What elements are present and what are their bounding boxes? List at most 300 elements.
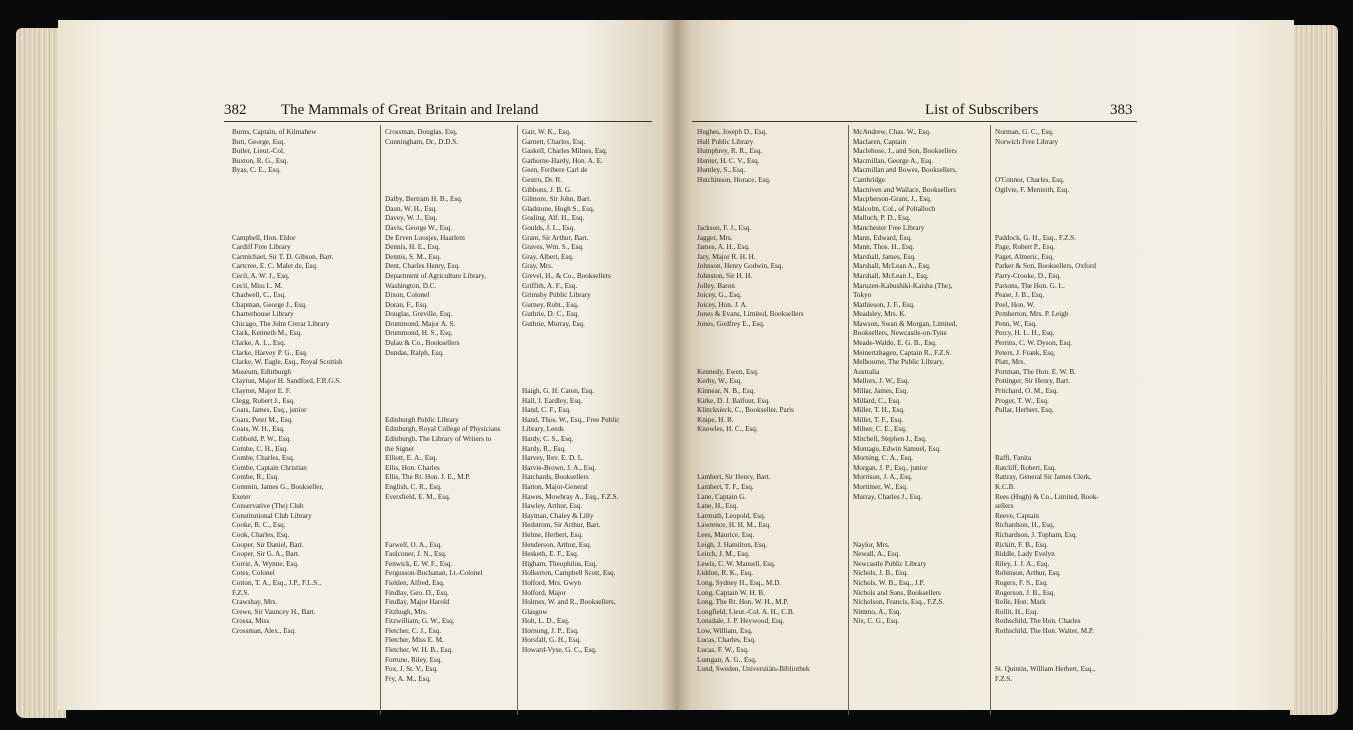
subscriber-entry: Cotton, T. A., Esq., J.P., F.L.S., xyxy=(232,578,322,587)
subscriber-entry: Lumgair, A. G., Esq. xyxy=(697,655,757,664)
subscriber-entry: Higham, Theophilus, Esq. xyxy=(522,559,598,568)
subscriber-entry: O'Connor, Charles, Esq. xyxy=(995,175,1065,184)
subscriber-entry: Riddle, Lady Evelyn xyxy=(995,550,1055,559)
subscriber-entry: Mathieson, J. F., Esq. xyxy=(853,300,915,309)
subscriber-entry: Ellis, Hon. Charles xyxy=(385,463,440,472)
left-page-number: 382 xyxy=(224,102,247,118)
subscriber-entry: Cecil, Miss L. M. xyxy=(232,281,283,290)
subscriber-entry: Cecil, A. W. J., Esq. xyxy=(232,271,290,280)
section-gap xyxy=(995,214,1135,224)
subscriber-entry: Chadwell, C., Esq. xyxy=(232,291,286,300)
subscriber-entry: Nichols, J. B., Esq. xyxy=(853,569,909,578)
section-gap xyxy=(995,205,1135,215)
subscriber-entry: Cooper, Sir G. A., Bart. xyxy=(232,550,300,559)
subscriber-entry: Nichols and Sons, Booksellers xyxy=(853,588,941,597)
subscriber-entry: Fletcher, Miss E. M. xyxy=(385,636,444,645)
subscriber-entry: Morrison, J. A., Esq. xyxy=(853,473,913,482)
section-gap xyxy=(232,176,376,186)
subscriber-entry: Holmes, W. and R., Booksellers, xyxy=(522,598,616,607)
right-header-rule xyxy=(692,121,1137,122)
subscriber-entry: Johnson, Henry Godwin, Esq. xyxy=(697,262,784,271)
subscriber-entry: Hatton, Major-General xyxy=(522,482,588,491)
subscriber-entry: Cooke, R. C., Esq. xyxy=(232,521,286,530)
section-gap xyxy=(995,636,1135,646)
subscriber-entry: Pullar, Herbert, Esq. xyxy=(995,406,1054,415)
subscriber-entry: Hull Public Library xyxy=(697,137,754,146)
subscriber-entry: St. Quintin, William Herbert, Esq., xyxy=(995,665,1095,674)
subscriber-entry: Graves, Wm. S., Esq. xyxy=(522,243,584,252)
subscriber-entry: Macmillan, George A., Esq. xyxy=(853,156,934,165)
subscriber-entry: Percy, H. L. H., Esq. xyxy=(995,329,1055,338)
subscriber-entry: Garnett, Charles, Esq. xyxy=(522,137,586,146)
subscriber-entry: Haigh, G. H. Caton, Esq. xyxy=(522,387,595,396)
subscriber-entry: Fitzwilliam, G. W., Esq. xyxy=(385,617,455,626)
subscriber-entry: Millard, C., Esq. xyxy=(853,396,901,405)
subscriber-entry: Holford, Mrs. Gwyn xyxy=(522,578,582,587)
subscriber-entry: Fox, J. St. V., Esq. xyxy=(385,665,438,674)
subscriber-entry: McAndrew, Chas. W., Esq. xyxy=(853,128,931,136)
subscriber-entry: Department of Agriculture Library, xyxy=(385,271,486,280)
subscriber-entry: Gosling, Alf. H., Esq. xyxy=(522,214,585,223)
section-gap xyxy=(385,397,515,407)
subscriber-entry: Pritchard, O. M., Esq. xyxy=(995,387,1059,396)
left-column-divider-1 xyxy=(380,125,381,715)
subscriber-entry: Findlay, Geo. D., Esq. xyxy=(385,588,449,597)
subscriber-entry: Parry-Crooke, D., Esq. xyxy=(995,271,1061,280)
subscriber-entry: Murray, Charles J., Esq. xyxy=(853,492,923,501)
subscriber-entry: Coats, Peter M., Esq. xyxy=(232,415,293,424)
subscriber-entry: Dalby, Bertram H. B., Esq. xyxy=(385,195,463,204)
subscriber-entry: Miller, T. H., Esq. xyxy=(853,406,905,415)
section-gap xyxy=(385,186,515,196)
subscriber-entry: Hall, J. Eardley, Esq. xyxy=(522,396,583,405)
section-gap xyxy=(995,195,1135,205)
subscriber-entry: Conservative (The) Club xyxy=(232,502,304,511)
subscriber-entry: Crossman, Alex., Esq. xyxy=(232,626,296,635)
subscriber-entry: Liddon, R. K., Esq. xyxy=(697,569,753,578)
subscriber-entry: Hawes, Mowbray A., Esq., F.Z.S. xyxy=(522,492,619,501)
subscriber-entry: Ratcliff, Robert, Esq. xyxy=(995,463,1057,472)
subscriber-entry: Hornung, J. P., Esq. xyxy=(522,626,579,635)
subscriber-entry: English, C. R., Esq. xyxy=(385,482,442,491)
subscriber-entry: Gray, Mrs. xyxy=(522,262,553,271)
subscriber-entry: Maruzen-Kabushiki-Kaisha (The), xyxy=(853,281,953,290)
subscriber-entry: Clegg, Robert J., Esq. xyxy=(232,396,295,405)
subscriber-entry: Johnston, Sir H. H. xyxy=(697,271,753,280)
right-page-edges xyxy=(1290,25,1338,715)
subscriber-entry: Humphrey, R. R., Esq. xyxy=(697,147,763,156)
section-gap xyxy=(522,368,657,378)
subscriber-entry: Washington, D.C. xyxy=(385,281,437,290)
subscriber-entry: Lonsdale, J. P. Heywood, Esq. xyxy=(697,617,785,626)
subscriber-entry: Rothschild, The Hon. Charles xyxy=(995,617,1081,626)
subscriber-entry: Millet, T. F., Esq. xyxy=(853,415,903,424)
subscriber-entry: Dent, Charles Henry, Esq. xyxy=(385,262,460,271)
section-gap xyxy=(697,205,845,215)
subscriber-entry: Fergusson-Buchanan, Lt.-Colonel xyxy=(385,569,483,578)
section-gap xyxy=(995,656,1135,666)
subscriber-entry: Melbourne, The Public Library, xyxy=(853,358,945,367)
section-gap xyxy=(995,157,1135,167)
left-running-head: The Mammals of Great Britain and Ireland xyxy=(281,102,539,118)
subscriber-entry: Tokyo xyxy=(853,291,872,300)
subscriber-entry: Paget, Almeric, Esq. xyxy=(995,252,1054,261)
subscriber-entry: Maclehose, J., and Son, Booksellers xyxy=(853,147,957,156)
subscriber-entry: Glasgow xyxy=(522,607,548,616)
subscriber-entry: Norman, G. C., Esq. xyxy=(995,128,1054,136)
subscriber-entry: Lees, Maurice, Esq. xyxy=(697,530,755,539)
subscriber-entry: Byas, C. E., Esq. xyxy=(232,166,281,175)
subscriber-entry: Clayton, Major E. F. xyxy=(232,387,291,396)
subscriber-entry: Australia xyxy=(853,367,880,376)
subscriber-entry: Constitutional Club Library xyxy=(232,511,312,520)
subscriber-entry: Morning, C. A., Esq. xyxy=(853,454,913,463)
section-gap xyxy=(385,147,515,157)
subscriber-entry: Grevel, H., & Co., Booksellers xyxy=(522,271,611,280)
subscriber-entry: Mortimer, W., Esq. xyxy=(853,482,908,491)
subscriber-entry: Gray, Albert, Esq. xyxy=(522,252,574,261)
section-gap xyxy=(995,445,1135,455)
subscriber-entry: Eversfield, E. M., Esq. xyxy=(385,492,451,501)
subscriber-entry: Cardiff Free Library xyxy=(232,243,291,252)
subscriber-entry: Coats, W. H., Esq. xyxy=(232,425,285,434)
subscriber-entry: Lucas, Charles, Esq. xyxy=(697,636,756,645)
right-column-1 xyxy=(697,128,845,675)
section-gap xyxy=(385,406,515,416)
subscriber-entry: Combe, C. H., Esq. xyxy=(232,444,288,453)
subscriber-entry: Exeter xyxy=(232,492,251,501)
subscriber-entry: Klincksieck, C., Bookseller, Paris xyxy=(697,406,794,415)
section-gap xyxy=(697,445,845,455)
subscriber-entry: Richardson, J. Topham, Esq. xyxy=(995,530,1078,539)
subscriber-entry: Meadsley, Mrs. K. xyxy=(853,310,907,319)
subscriber-entry: Holford, Major xyxy=(522,588,566,597)
subscriber-entry: Manchester Free Library xyxy=(853,223,925,232)
subscriber-entry: Guthrie, Murray, Esq. xyxy=(522,319,585,328)
subscriber-entry: Holkerton, Campbell Scott, Esq. xyxy=(522,569,616,578)
subscriber-entry: Coats, James, Esq., junior xyxy=(232,406,307,415)
subscriber-entry: Museum, Edinburgh xyxy=(232,367,291,376)
subscriber-entry: Rees (Hugh) & Co., Limited, Book- xyxy=(995,492,1099,501)
left-column-2 xyxy=(385,128,515,684)
section-gap xyxy=(697,358,845,368)
subscriber-entry: Meade-Waldo, E. G. B., Esq. xyxy=(853,339,937,348)
section-gap xyxy=(853,531,987,541)
subscriber-entry: Crossa, Miss xyxy=(232,617,270,626)
subscriber-entry: Rolle, Hon. Mark xyxy=(995,598,1046,607)
section-gap xyxy=(995,646,1135,656)
subscriber-entry: Knowles, H. C., Esq. xyxy=(697,425,758,434)
subscriber-entry: Malcolm, Col., of Poltalloch xyxy=(853,204,936,213)
subscriber-entry: Nimmo, A., Esq. xyxy=(853,607,902,616)
subscriber-entry: Long, Captain W. H. B. xyxy=(697,588,765,597)
subscriber-entry: Malloch, P. D., Esq. xyxy=(853,214,911,223)
right-page-number: 383 xyxy=(1110,102,1133,118)
subscriber-entry: Goulds, J. L., Esq. xyxy=(522,223,576,232)
subscriber-entry: Ogilvie, F. Menteith, Esq. xyxy=(995,185,1070,194)
subscriber-entry: Grimsby Public Library xyxy=(522,291,591,300)
subscriber-entry: Parker & Son, Booksellers, Oxford xyxy=(995,262,1097,271)
subscriber-entry: Macmillan and Bowes, Booksellers, xyxy=(853,166,958,175)
subscriber-entry: Fortune, Riley, Esq. xyxy=(385,655,443,664)
subscriber-entry: Grant, Sir Arthur, Bart. xyxy=(522,233,589,242)
subscriber-entry: Nichols, W. B., Esq., J.P. xyxy=(853,578,925,587)
left-column-divider-2 xyxy=(517,125,518,715)
section-gap xyxy=(232,186,376,196)
subscriber-entry: Davey, W. J., Esq. xyxy=(385,214,438,223)
section-gap xyxy=(385,358,515,368)
subscriber-entry: Combe, Charles, Esq. xyxy=(232,454,295,463)
subscriber-entry: Edinburgh, The Library of Writers to xyxy=(385,435,492,443)
subscriber-entry: Dulau & Co., Booksellers xyxy=(385,339,460,348)
section-gap xyxy=(385,387,515,397)
subscriber-entry: Proger, T. W., Esq. xyxy=(995,396,1049,405)
subscriber-entry: Gladstone, Hugh S., Esq. xyxy=(522,204,595,213)
section-gap xyxy=(697,349,845,359)
section-gap xyxy=(522,377,657,387)
subscriber-entry: Cobbold, P. W., Esq. xyxy=(232,435,292,443)
subscriber-entry: Marshall, McLean A., Esq. xyxy=(853,262,931,271)
subscriber-entry: Mitchell, Stephen J., Esq. xyxy=(853,435,927,443)
subscriber-entry: Drummond, H. S., Esq. xyxy=(385,329,453,338)
subscriber-entry: Meinertzhagen, Captain R., F.Z.S. xyxy=(853,348,952,357)
subscriber-entry: Huntley, S., Esq. xyxy=(697,166,746,175)
subscriber-entry: Gurney, Robt., Esq. xyxy=(522,300,579,309)
section-gap xyxy=(232,195,376,205)
subscriber-entry: Cunningham, Dr., D.D.S. xyxy=(385,137,459,146)
section-gap xyxy=(853,512,987,522)
subscriber-entry: Commin, James G., Bookseller, xyxy=(232,482,324,491)
subscriber-entry: Fenwick, E. W. F., Esq. xyxy=(385,559,453,568)
subscriber-entry: Cartcree, E. C. Malet de, Esq. xyxy=(232,262,318,271)
subscriber-entry: Charterhouse Library xyxy=(232,310,294,319)
left-column-3 xyxy=(522,128,657,656)
subscriber-entry: Kirke, D. J. Balfour, Esq. xyxy=(697,396,770,405)
subscriber-entry: Jones, Godfrey E., Esq. xyxy=(697,319,765,328)
subscriber-entry: James, A. H., Esq. xyxy=(697,243,750,252)
section-gap xyxy=(385,502,515,512)
subscriber-entry: Joicey, G., Esq. xyxy=(697,291,742,300)
subscriber-entry: Low, William, Esq. xyxy=(697,626,753,635)
section-gap xyxy=(995,425,1135,435)
subscriber-entry: Mann, Edward, Esq. xyxy=(853,233,912,242)
subscriber-entry: Lewis, C. W. Mansell, Esq. xyxy=(697,559,776,568)
subscriber-entry: Robinson, Arthur, Esq. xyxy=(995,569,1061,578)
subscriber-entry: Lund, Sweden, Universitäts-Bibliothek xyxy=(697,665,810,674)
subscriber-entry: De Erven Loosjes, Haarlem xyxy=(385,233,465,242)
subscriber-entry: Clarke, W. Eagle, Esq., Royal Scottish xyxy=(232,358,343,367)
subscriber-entry: Booksellers, Newcastle-on-Tyne xyxy=(853,329,947,338)
subscriber-entry: Chapman, George J., Esq. xyxy=(232,300,307,309)
subscriber-entry: Fletcher, W. H. B., Esq. xyxy=(385,646,453,655)
subscriber-entry: Mawson, Swan & Morgan, Limited, xyxy=(853,319,958,328)
subscriber-entry: Hardy, R., Esq. xyxy=(522,444,566,453)
subscriber-entry: Kennedy, Ewen, Esq. xyxy=(697,367,759,376)
subscriber-entry: Nix, C. G., Esq. xyxy=(853,617,899,626)
subscriber-entry: Newall, A., Esq. xyxy=(853,550,901,559)
subscriber-entry: Findlay, Major Harold xyxy=(385,598,450,607)
subscriber-entry: Pemberton, Mrs. P. Leigh xyxy=(995,310,1069,319)
subscriber-entry: Howard-Vyse, G. C., Esq. xyxy=(522,646,597,655)
subscriber-entry: Ellis, The Rt. Hon. J. E., M.P. xyxy=(385,473,471,482)
subscriber-entry: Mellors, J. W., Esq. xyxy=(853,377,910,386)
subscriber-entry: Cook, Charles, Esq. xyxy=(232,530,290,539)
subscriber-entry: Guthrie, D. C., Esq. xyxy=(522,310,580,319)
subscriber-entry: Maclaren, Captain xyxy=(853,137,907,146)
subscriber-entry: Knipe, H. R. xyxy=(697,415,734,424)
right-running-head: List of Subscribers xyxy=(925,102,1039,118)
subscriber-entry: Jolley, Baron xyxy=(697,281,735,290)
subscriber-entry: Harvie-Brown, J. A., Esq. xyxy=(522,463,597,472)
subscriber-entry: Gaskell, Charles Milnes, Esq. xyxy=(522,147,608,156)
section-gap xyxy=(385,157,515,167)
section-gap xyxy=(232,224,376,234)
subscriber-entry: Pottinger, Sir Henry, Bart. xyxy=(995,377,1071,386)
section-gap xyxy=(853,521,987,531)
subscriber-entry: Penn, W., Esq. xyxy=(995,319,1037,328)
subscriber-entry: Rickitt, F. B., Esq. xyxy=(995,540,1048,549)
subscriber-entry: Jagger, Mrs. xyxy=(697,233,733,242)
book-gutter xyxy=(662,20,690,710)
subscriber-entry: Crawshay, Mrs. xyxy=(232,598,278,607)
subscriber-entry: Riley, J. J. A., Esq. xyxy=(995,559,1050,568)
section-gap xyxy=(995,224,1135,234)
subscriber-entry: Henderson, Arthur, Esq. xyxy=(522,540,592,549)
subscriber-entry: Portman, The Hon. E. W. B. xyxy=(995,367,1076,376)
subscriber-entry: Nicholson, Francis, Esq., F.Z.S. xyxy=(853,598,945,607)
subscriber-entry: Burns, Captain, of Kilmahew xyxy=(232,128,317,136)
subscriber-entry: Larmuth, Leopold, Esq. xyxy=(697,511,766,520)
section-gap xyxy=(522,329,657,339)
subscriber-entry: Raffi, Fanita xyxy=(995,454,1032,463)
subscriber-entry: Rothschild, The Hon. Walter, M.P. xyxy=(995,626,1094,635)
subscriber-entry: Daun, W. H., Esq. xyxy=(385,204,437,213)
subscriber-entry: Lane, H., Esq. xyxy=(697,502,739,511)
subscriber-entry: Longfield, Lieut.-Col. A. H., C.B. xyxy=(697,607,795,616)
subscriber-entry: Norwich Free Library xyxy=(995,137,1059,146)
section-gap xyxy=(853,502,987,512)
subscriber-entry: Kinnear, N. B., Esq. xyxy=(697,387,756,396)
subscriber-entry: Cambridge xyxy=(853,175,885,184)
subscriber-entry: Rogers, F. S., Esq. xyxy=(995,578,1048,587)
subscriber-entry: Chicago, The John Crerar Library xyxy=(232,319,330,328)
subscriber-entry: Dundas, Ralph, Esq. xyxy=(385,348,444,357)
subscriber-entry: K.C.B. xyxy=(995,482,1016,491)
subscriber-entry: Combe, Captain Christian xyxy=(232,463,307,472)
subscriber-entry: Corrie, A. Wynne, Esq. xyxy=(232,559,299,568)
subscriber-entry: Jones & Evans, Limited, Booksellers xyxy=(697,310,804,319)
subscriber-entry: Lane, Captain G. xyxy=(697,492,747,501)
section-gap xyxy=(522,339,657,349)
subscriber-entry: Hawley, Arthur, Esq. xyxy=(522,502,583,511)
subscriber-entry: Rollit, H., Esq. xyxy=(995,607,1039,616)
subscriber-entry: Jackson, F. J., Esq. xyxy=(697,223,752,232)
subscriber-entry: Gilmore, Sir John, Bart. xyxy=(522,195,592,204)
subscriber-entry: Gestro, Dr. R. xyxy=(522,175,563,184)
subscriber-entry: Farwell, O. A., Esq. xyxy=(385,540,443,549)
subscriber-entry: Buxton, R. G., Esq. xyxy=(232,156,289,165)
subscriber-entry: F.Z.S. xyxy=(232,588,250,597)
section-gap xyxy=(995,435,1135,445)
subscriber-entry: Combe, R., Esq. xyxy=(232,473,280,482)
section-gap xyxy=(995,147,1135,157)
section-gap xyxy=(697,214,845,224)
subscriber-entry: Fielden, Alfred, Esq. xyxy=(385,578,445,587)
subscriber-entry: Paddock, G. H., Esq., F.Z.S. xyxy=(995,233,1077,242)
right-column-3 xyxy=(995,128,1135,684)
subscriber-entry: F.Z.S. xyxy=(995,674,1013,683)
section-gap xyxy=(697,339,845,349)
subscriber-entry: Douglas, Greville, Esq. xyxy=(385,310,453,319)
subscriber-entry: Hayman, Chaley & Lilly xyxy=(522,511,594,520)
subscriber-entry: Montagu, Edwin Samuel, Esq. xyxy=(853,444,941,453)
subscriber-entry: Hardy, C. S., Esq. xyxy=(522,435,574,443)
subscriber-entry: Parsons, The Hon. G. L. xyxy=(995,281,1065,290)
subscriber-entry: Pease, J. B., Esq. xyxy=(995,291,1045,300)
section-gap xyxy=(995,416,1135,426)
subscriber-entry: Peel, Hon. W. xyxy=(995,300,1035,309)
subscriber-entry: Rattray, General Sir James Clerk, xyxy=(995,473,1092,482)
subscriber-entry: Dixon, Colonel xyxy=(385,291,430,300)
subscriber-entry: Lucas, F. W., Esq. xyxy=(697,646,749,655)
section-gap xyxy=(995,166,1135,176)
section-gap xyxy=(697,186,845,196)
subscriber-entry: Gibbons, J. B. G. xyxy=(522,185,572,194)
section-gap xyxy=(522,358,657,368)
subscriber-entry: Hedstrom, Sir Arthur, Bart. xyxy=(522,521,601,530)
subscriber-entry: Gathorne-Hardy, Hon. A. E. xyxy=(522,156,603,165)
subscriber-entry: Harvey, Rev. E. D. L. xyxy=(522,454,584,463)
subscriber-entry: Reeve, Captain xyxy=(995,511,1039,520)
subscriber-entry: Joicey, Hon. J. A. xyxy=(697,300,748,309)
subscriber-entry: Clark, Kenneth M., Esq. xyxy=(232,329,303,338)
subscriber-entry: Carmichael, Sir T. D. Gibson, Bart. xyxy=(232,252,334,261)
left-header-rule xyxy=(224,121,652,122)
subscriber-entry: Crossman, Douglas, Esq. xyxy=(385,128,458,136)
subscriber-entry: Geen, Feribere Carl de xyxy=(522,166,588,175)
subscriber-entry: Davis, George W., Esq. xyxy=(385,223,453,232)
subscriber-entry: Faulconer, J. N., Esq. xyxy=(385,550,447,559)
subscriber-entry: Millar, James, Esq. xyxy=(853,387,909,396)
subscriber-entry: Hatchards, Booksellers xyxy=(522,473,589,482)
subscriber-entry: Clarke, A. L., Esq. xyxy=(232,339,286,348)
subscriber-entry: Lambert, T. F., Esq. xyxy=(697,482,754,491)
subscriber-entry: Clayton, Major H. Sandford, F.R.G.S. xyxy=(232,377,342,386)
subscriber-entry: Newcastle Public Library xyxy=(853,559,927,568)
subscriber-entry: Perrins, C. W. Dyson, Esq. xyxy=(995,339,1072,348)
section-gap xyxy=(385,531,515,541)
subscriber-entry: Naylor, Mrs. xyxy=(853,540,890,549)
section-gap xyxy=(232,205,376,215)
subscriber-entry: Lambert, Sir Henry, Bart. xyxy=(697,473,771,482)
section-gap xyxy=(385,166,515,176)
subscriber-entry: Platt, Mrs. xyxy=(995,358,1026,367)
subscriber-entry: Elliott, E. A., Esq. xyxy=(385,454,438,463)
subscriber-entry: Butt, George, Esq. xyxy=(232,137,286,146)
section-gap xyxy=(385,176,515,186)
section-gap xyxy=(385,377,515,387)
section-gap xyxy=(232,214,376,224)
section-gap xyxy=(385,521,515,531)
subscriber-entry: Hutchinson, Horace, Esq. xyxy=(697,175,771,184)
subscriber-entry: Macniven and Wallace, Booksellers xyxy=(853,185,957,194)
subscriber-entry: Page, Robert P., Esq. xyxy=(995,243,1056,252)
subscriber-entry: Lawrence, H. H. M., Esq. xyxy=(697,521,771,530)
subscriber-entry: Hand, Thos. W., Esq., Free Public xyxy=(522,415,620,424)
subscriber-entry: Jary, Major R. H. H. xyxy=(697,252,756,261)
section-gap xyxy=(697,454,845,464)
subscriber-entry: Rogerson, J. B., Esq. xyxy=(995,588,1056,597)
